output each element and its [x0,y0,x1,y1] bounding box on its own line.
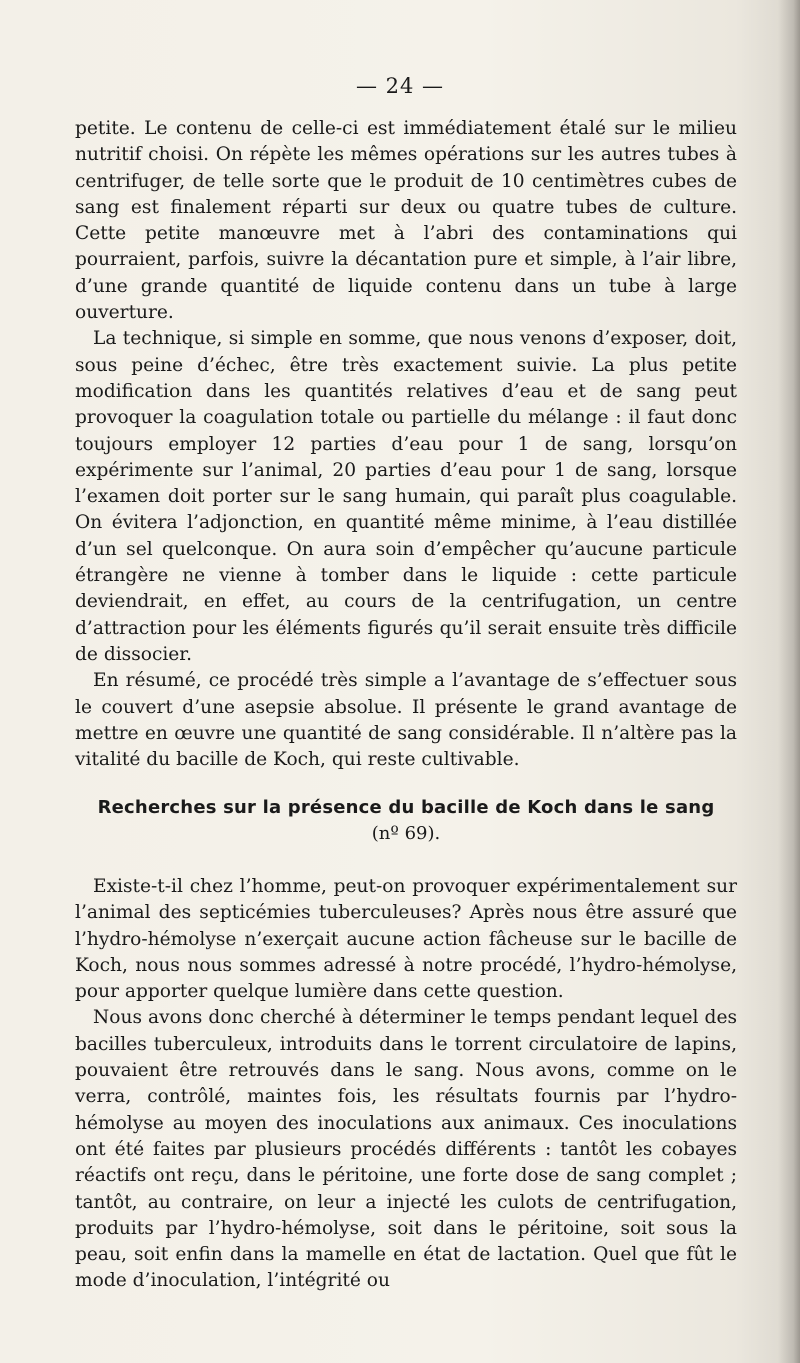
section-heading-reference: (nº 69). [371,823,441,844]
body-text-section-2 [75,874,737,1295]
page-number: — 24 — [355,74,445,98]
section-heading-title: Recherches sur la présence du bacille de Koch dans le sang [97,797,715,818]
paragraph: En résumé, ce procédé très simple a l’avantage de s’effectuer sous le couvert d’une asepsie absolue. Il présente le grand avantage de mettre en œuvre une quantité de sang considérable. Il n’altère pas la vitalité du bacille de Koch, qui reste cultivable. [75,670,737,771]
page-edge-shadow [778,0,800,1363]
paragraph: Existe-t-il chez l’homme, peut-on provoquer expérimentalement sur l’animal des septicémies tuberculeuses? Après nous être assuré que l’hydro-hémolyse n’exerçait aucune action fâcheuse sur le bacille de Koch, nous nous sommes adressé à notre procédé, l’hydro-hémolyse, pour apporter quelque lumière dans cette question. [75,876,737,1003]
section-heading [75,795,737,847]
paragraph: Nous avons donc cherché à déterminer le temps pendant lequel des bacilles tuberculeux, introduits dans le torrent circulatoire de lapins, pouvaient être retrouvés dans le sang. Nous avons, comme on le verra, contrôlé, maintes fois, les résultats fournis par l’hydro-hémolyse au moyen des inoculations aux animaux. Ces inoculations ont été faites par plusieurs procédés différents : tantôt les cobayes réactifs ont reçu, dans le péritoine, une forte dose de sang complet ; tantôt, au contraire, on leur a injecté les culots de centrifugation, produits par l’hydro-hémolyse, soit dans le péritoine, soit sous la peau, soit enfin dans la mamelle en état de lactation. Quel que fût le mode d’inoculation, l’intégrité ou [75,1007,737,1292]
body-text-section-1 [75,116,737,773]
paragraph: La technique, si simple en somme, que nous venons d’exposer, doit, sous peine d’échec, être très exactement suivie. La plus petite modification dans les quantités relatives d’eau et de sang peut provoquer la coagulation totale ou partielle du mélange : il faut donc toujours employer 12 parties d’eau pour 1 de sang, lorsqu’on expérimente sur l’animal, 20 parties d’eau pour 1 de sang, lorsque l’examen doit porter sur le sang humain, qui paraît plus coagulable. On évitera l’adjonction, en quantité même minime, à l’eau distillée d’un sel quelconque. On aura soin d’empêcher qu’aucune particule étrangère ne vienne à tomber dans le liquide : cette particule deviendrait, en effet, au cours de la centrifugation, un centre d’attraction pour les éléments figurés qu’il serait ensuite très difficile de dissocier. [75,328,737,665]
paragraph: petite. Le contenu de celle-ci est immédiatement étalé sur le milieu nutritif choisi. On répète les mêmes opérations sur les autres tubes à centrifuger, de telle sorte que le produit de 10 centimètres cubes de sang est finalement réparti sur deux ou quatre tubes de culture. Cette petite manœuvre met à l’abri des contaminations qui pourraient, parfois, suivre la décantation pure et simple, à l’air libre, d’une grande quantité de liquide contenu dans un tube à large ouverture. [75,118,737,324]
